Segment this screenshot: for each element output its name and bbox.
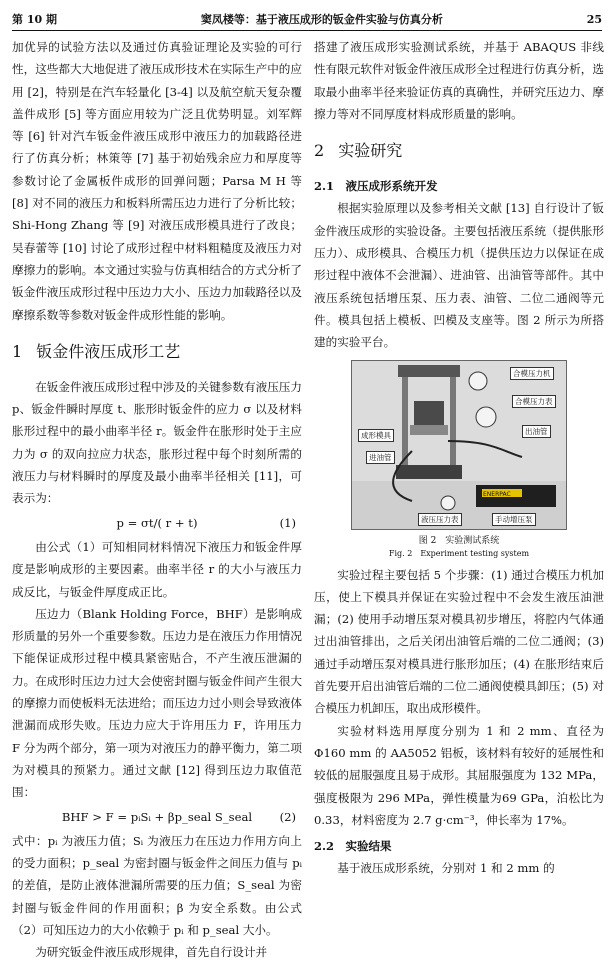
- intro-paragraph: 加优异的试验方法以及通过仿真验证理论及实验的可行性，这些都大大地促进了液压成形技术在实际生产中的应用 [2]，特别是在汽车轻量化 [3-4] 以及航空航天复杂覆盖件成形 [5] 等方面应用较为广泛且优势明显。刘军辉等 [6] 针对汽车钣金件液压成形中液压力的加载路径进行了仿真分析；林策等 [7] 基于初始残余应力和厚度等参数讨论了金属板件成形的回弹问题；Parsa M H 等 [8] 对不同的液压力和板料所需压边力进行了分析比较；Shi-Hong Zhang 等 [9] 对液压成形模具进行了改良；吴春蕾等 [10] 讨论了成形过程中材料粗糙度及液压力对摩擦力的影响。本文通过实验与仿真相结合的方式分析了钣金件液压成形过程中压边力大小、压边力加载路径以及摩擦系数等参数对钣金件成形性能的影响。: [12, 40, 302, 322]
- label-outlet: 出油管: [522, 425, 551, 438]
- equation-1-number: (1): [279, 515, 296, 530]
- equation-2: [12, 806, 302, 828]
- figure-2-caption-zh: 图 2 实验测试系统: [418, 535, 500, 546]
- label-press-gauge: 合模压力表: [512, 395, 556, 408]
- paragraph-results: 基于液压成形系统，分别对 1 和 2 mm 的: [337, 861, 555, 876]
- equation-1: [12, 512, 302, 534]
- paragraph-1: 在钣金件液压成形过程中涉及的关键参数有液压压力 p、钣金件瞬时厚度 t、胀形时钣金件的应力 σ 以及材料胀形过程中的最小曲率半径 r。钣金件在胀形时处于主应力为 σ 的双向拉应力状态，胀形过程中每个时刻所需的液压力与材料瞬时的厚度及最小曲率半径相关 [11]，可表示为：: [12, 379, 302, 506]
- label-hydraulic-gauge: 液压压力表: [418, 513, 462, 526]
- equation-1-body: p = σt/( r + t): [116, 515, 198, 530]
- section-2-title: 实验研究: [338, 141, 403, 161]
- label-inlet: 进油管: [366, 451, 395, 464]
- label-press: 合模压力机: [510, 367, 554, 380]
- paragraph-material: 实验材料选用厚度分别为 1 和 2 mm、直径为 Φ160 mm 的 AA5052 铝板，该材料有较好的延展性和较低的屈服强度且易于成形。其屈服强度为 132 MPa，强度极限为 296 MPa，弹性模量为69 GPa，泊松比为 0.33，材料密度为 2.7 g·cm⁻³，伸长率为 17%。: [314, 723, 604, 827]
- label-pump: 手动增压泵: [492, 513, 536, 526]
- paragraph-3: 压边力（Blank Holding Force，BHF）是影响成形质量的另外一个重要参数。压边力是在液压力作用情况下能保证成形过程中模具紧密贴合，不产生液压泄漏的力。在成形时压边力过大会使密封圈与钣金件间产生很大的摩擦力而使板料无法进给；而压边力过小则会导致液体泄漏而成形失败。压边力应大于许用压力 F，许用压力 F 分为两个部分，第一项为对液压力的静平衡力，第二项为对模具的预紧力。通过文献 [12] 得到压边力取值范围：: [12, 606, 302, 800]
- section-1-number: 1: [12, 341, 23, 361]
- running-title: 窦凤楼等：基于液压成形的钣金件实验与仿真分析: [200, 13, 443, 26]
- figure-2-photo: [351, 360, 567, 530]
- paragraph-system: 根据实验原理以及参考相关文献 [13] 自行设计了钣金件液压成形的实验设备。主要包括液压系统（提供胀形压力）、成形模具、合模压力机（提供压边力以保证在成形过程中液体不会泄漏）、进油管、出油管等部件。其中液压系统包括增压泵、压力表、油管、二位二通阀等元件。模具包括上模板、凹模及支座等。图 2 所示为所搭建的实验平台。: [314, 201, 604, 350]
- issue-label: 第 10 期: [12, 13, 57, 26]
- right-column: [314, 36, 604, 880]
- equation-2-number: (2): [279, 809, 296, 824]
- paragraph-4: 式中：pᵢ 为液压力值；Sᵢ 为液压力在压边力作用方向上的受力面积；p_seal 为密封圈与钣金件之间压力值与 pᵢ 的差值，是防止液体泄漏所需要的压力值；S_seal 为密封圈与钣金件间的作用面积；β 为安全系数。由公式（2）可知压边力的大小依赖于 pᵢ 和 p_seal 大小。: [12, 833, 302, 937]
- section-1-title: 钣金件液压成形工艺: [36, 341, 181, 361]
- subsection-2-1-heading: 2.1 液压成形系统开发: [314, 179, 438, 194]
- section-2-number: 2: [314, 141, 325, 161]
- label-die: 成形模具: [358, 429, 394, 442]
- paragraph-continued: 搭建了液压成形实验测试系统，并基于 ABAQUS 非线性有限元软件对钣金件液压成形全过程进行仿真分析，选取最小曲率半径来验证仿真的真确性，并研究压边力、摩擦力等对不同厚度材料成形质量的影响。: [314, 40, 604, 121]
- paragraph-5: 为研究钣金件液压成形规律，首先自行设计并: [35, 945, 268, 960]
- left-column: [12, 36, 302, 964]
- running-header: [12, 8, 602, 31]
- section-1-heading: [12, 338, 302, 366]
- figure-2-caption-en: Fig. 2 Experiment testing system: [388, 548, 530, 558]
- paragraph-2: 由公式（1）可知相同材料情况下液压力和钣金件厚度是影响成形的主要因素。曲率半径 r 的大小与液压力成反比，与钣金件厚度成正比。: [12, 539, 302, 599]
- paragraph-steps: 实验过程主要包括 5 个步骤：(1) 通过合模压力机加压，使上下模具并保证在实验过程中不会发生液压油泄漏；(2) 使用手动增压泵对模具初步增压，将腔内气体通过出油管排出，之后关闭出油管后端的二位二通阀；(3) 通过手动增压泵对模具进行胀形加压；(4) 在胀形结束后首先要开启出油管后端的二位二通阀使模具卸压；(5) 对合模压力机卸压，取出成形模件。: [314, 567, 604, 716]
- subsection-2-2-heading: 2.2 实验结果: [314, 839, 392, 854]
- test-rig-illustration: [352, 361, 566, 529]
- section-2-heading: [314, 137, 604, 165]
- page-number: 25: [586, 12, 602, 26]
- equation-2-body: BHF > F = pᵢSᵢ + βp_seal S_seal: [61, 809, 253, 824]
- pump-brand: ENERPAC: [483, 490, 511, 498]
